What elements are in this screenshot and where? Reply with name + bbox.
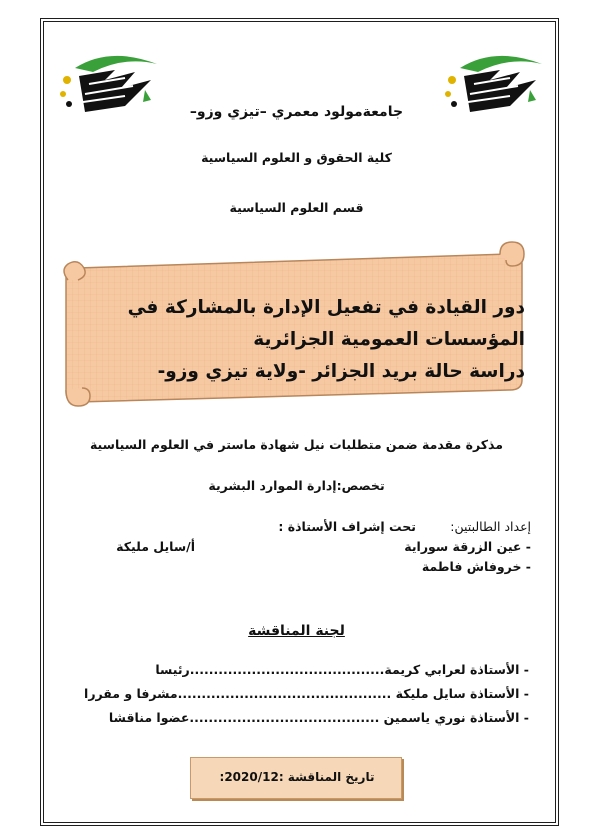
committee-member-1: - الأستاذة لعرابي كريمة.........................................رئيسا — [155, 662, 529, 677]
page-border — [40, 18, 559, 826]
committee-member-3: - الأستاذة نوري ياسمين ........................................عضوا مناقشا — [108, 710, 529, 725]
student-name-1: - عين الزرقة سوراية — [404, 539, 531, 554]
title-line-2: المؤسسات العمومية الجزائرية — [253, 329, 525, 350]
memo-text: مذكرة مقدمة ضمن متطلبات نيل شهادة ماستر في العلوم السياسية — [89, 437, 504, 452]
committee-title: لجنة المناقشة — [248, 623, 345, 639]
defense-date-box — [190, 757, 402, 799]
title-line-1: دور القيادة في تفعيل الإدارة بالمشاركة في — [127, 297, 525, 318]
committee-member-2: - الأستاذة سايل مليكة .............................................مشرفا و مقررا — [84, 686, 529, 701]
defense-date: تاريخ المناقشة :2020/12: — [219, 770, 375, 784]
university-name: جامعةمولود معمري –تيزي وزو– — [189, 104, 404, 120]
supervisor-name: أ/سايل مليكة — [116, 539, 195, 554]
prepared-by-label: إعداد الطالبتين: — [450, 519, 531, 534]
title-line-3: دراسة حالة بريد الجزائر -ولاية تيزي وزو- — [157, 361, 525, 382]
supervision-label: تحت إشراف الأستاذة : — [278, 519, 416, 534]
department-name: قسم العلوم السياسية — [229, 200, 364, 215]
title-block — [110, 292, 525, 388]
faculty-name: كلية الحقوق و العلوم السياسية — [201, 150, 392, 165]
student-name-2: - خروفاش فاطمة — [421, 559, 531, 574]
specialization: تخصص:إدارة الموارد البشرية — [208, 478, 385, 493]
title-scroll — [60, 240, 530, 410]
